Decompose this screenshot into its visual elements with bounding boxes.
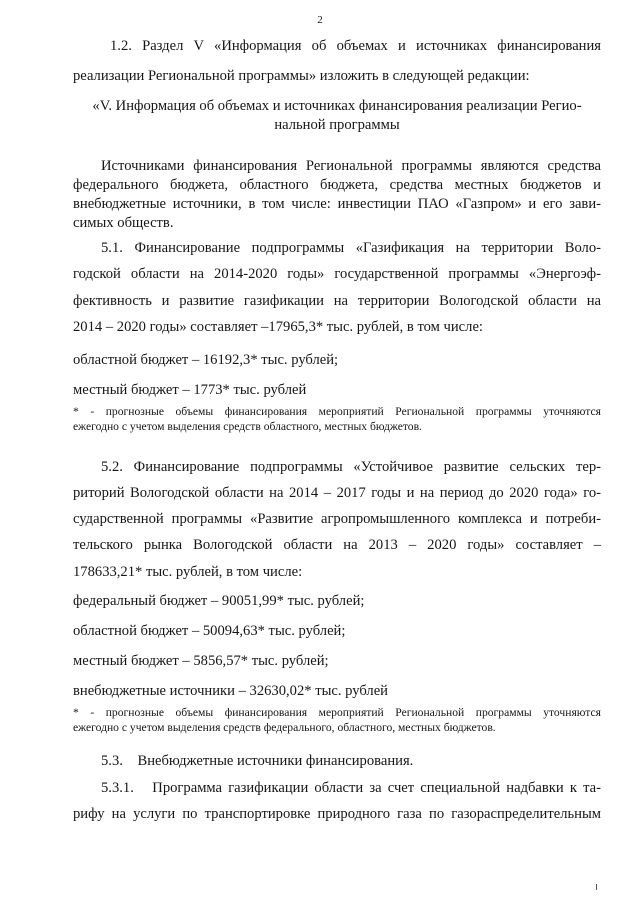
- p5-2-line-4: тельского рынка Вологодской области на 2013 – 2020 годы» составляет –: [73, 537, 601, 553]
- note-5-2-line-1: * - прогнозные объемы финансирования мероприятий Региональной программы уточняются: [73, 706, 601, 719]
- section-1-2-line-1: 1.2. Раздел V «Информация об объемах и источниках финансирования: [110, 38, 601, 54]
- intro-line-1: Источниками финансирования Региональной программы являются средства: [101, 158, 601, 174]
- p5-2-federal-budget: федеральный бюджет – 90051,99* тыс. рублей;: [73, 593, 365, 609]
- intro-line-2: федерального бюджета, областного бюджета, средства местных бюджетов и: [73, 177, 601, 193]
- note-5-1-line-2: ежегодно с учетом выделения средств областного, местных бюджетов.: [73, 420, 422, 433]
- p5-2-regional-budget: областной бюджет – 50094,63* тыс. рублей;: [73, 623, 346, 639]
- note-5-2-line-2: ежегодно с учетом выделения средств федерального, областного, местных бюджетов.: [73, 721, 496, 734]
- p5-2-extrabudgetary: внебюджетные источники – 32630,02* тыс. рублей: [73, 683, 388, 699]
- p5-1-line-4: 2014 – 2020 годы» составляет –17965,3* тыс. рублей, в том числе:: [73, 319, 483, 335]
- p5-1-line-3: фективность и развитие газификации на территории Вологодской области на: [73, 293, 601, 309]
- p5-2-line-5: 178633,21* тыс. рублей, в том числе:: [73, 564, 303, 580]
- p5-3-1-line-2: рифу на услуги по транспортировке природного газа по газораспределительным: [73, 806, 601, 822]
- p5-2-line-3: сударственной программы «Развитие агропромышленного комплекса и потреби-: [73, 511, 601, 527]
- p5-2-line-2: риторий Вологодской области на 2014 – 2017 годы и на период до 2020 года» го-: [73, 485, 601, 501]
- p5-1-local-budget: местный бюджет – 1773* тыс. рублей: [73, 382, 307, 398]
- section-heading-line-2: нальной программы: [274, 117, 400, 133]
- p5-1-line-2: годской области на 2014-2020 годы» государственной программы «Энергоэф-: [73, 266, 601, 282]
- intro-line-3: внебюджетные источники, в том числе: инвестиции ПАО «Газпром» и его зави-: [73, 196, 601, 212]
- p5-2-line-1: 5.2. Финансирование подпрограммы «Устойчивое развитие сельских тер-: [101, 459, 601, 475]
- p5-2-local-budget: местный бюджет – 5856,57* тыс. рублей;: [73, 653, 329, 669]
- intro-line-4: симых обществ.: [73, 215, 174, 231]
- section-1-2-line-2: реализации Региональной программы» изложить в следующей редакции:: [73, 68, 530, 84]
- section-heading-line-1: «V. Информация об объемах и источниках финансирования реализации Регио-: [92, 98, 582, 114]
- scan-mark: [596, 884, 597, 890]
- p5-3-heading: 5.3. Внебюджетные источники финансирования.: [101, 753, 414, 769]
- p5-1-line-1: 5.1. Финансирование подпрограммы «Газификация на территории Воло-: [101, 240, 601, 256]
- page-number: 2: [317, 14, 323, 26]
- p5-1-regional-budget: областной бюджет – 16192,3* тыс. рублей;: [73, 352, 339, 368]
- p5-3-1-line-1: 5.3.1. Программа газификации области за счет специальной надбавки к та-: [101, 780, 601, 796]
- note-5-1-line-1: * - прогнозные объемы финансирования мероприятий Региональной программы уточняются: [73, 405, 601, 418]
